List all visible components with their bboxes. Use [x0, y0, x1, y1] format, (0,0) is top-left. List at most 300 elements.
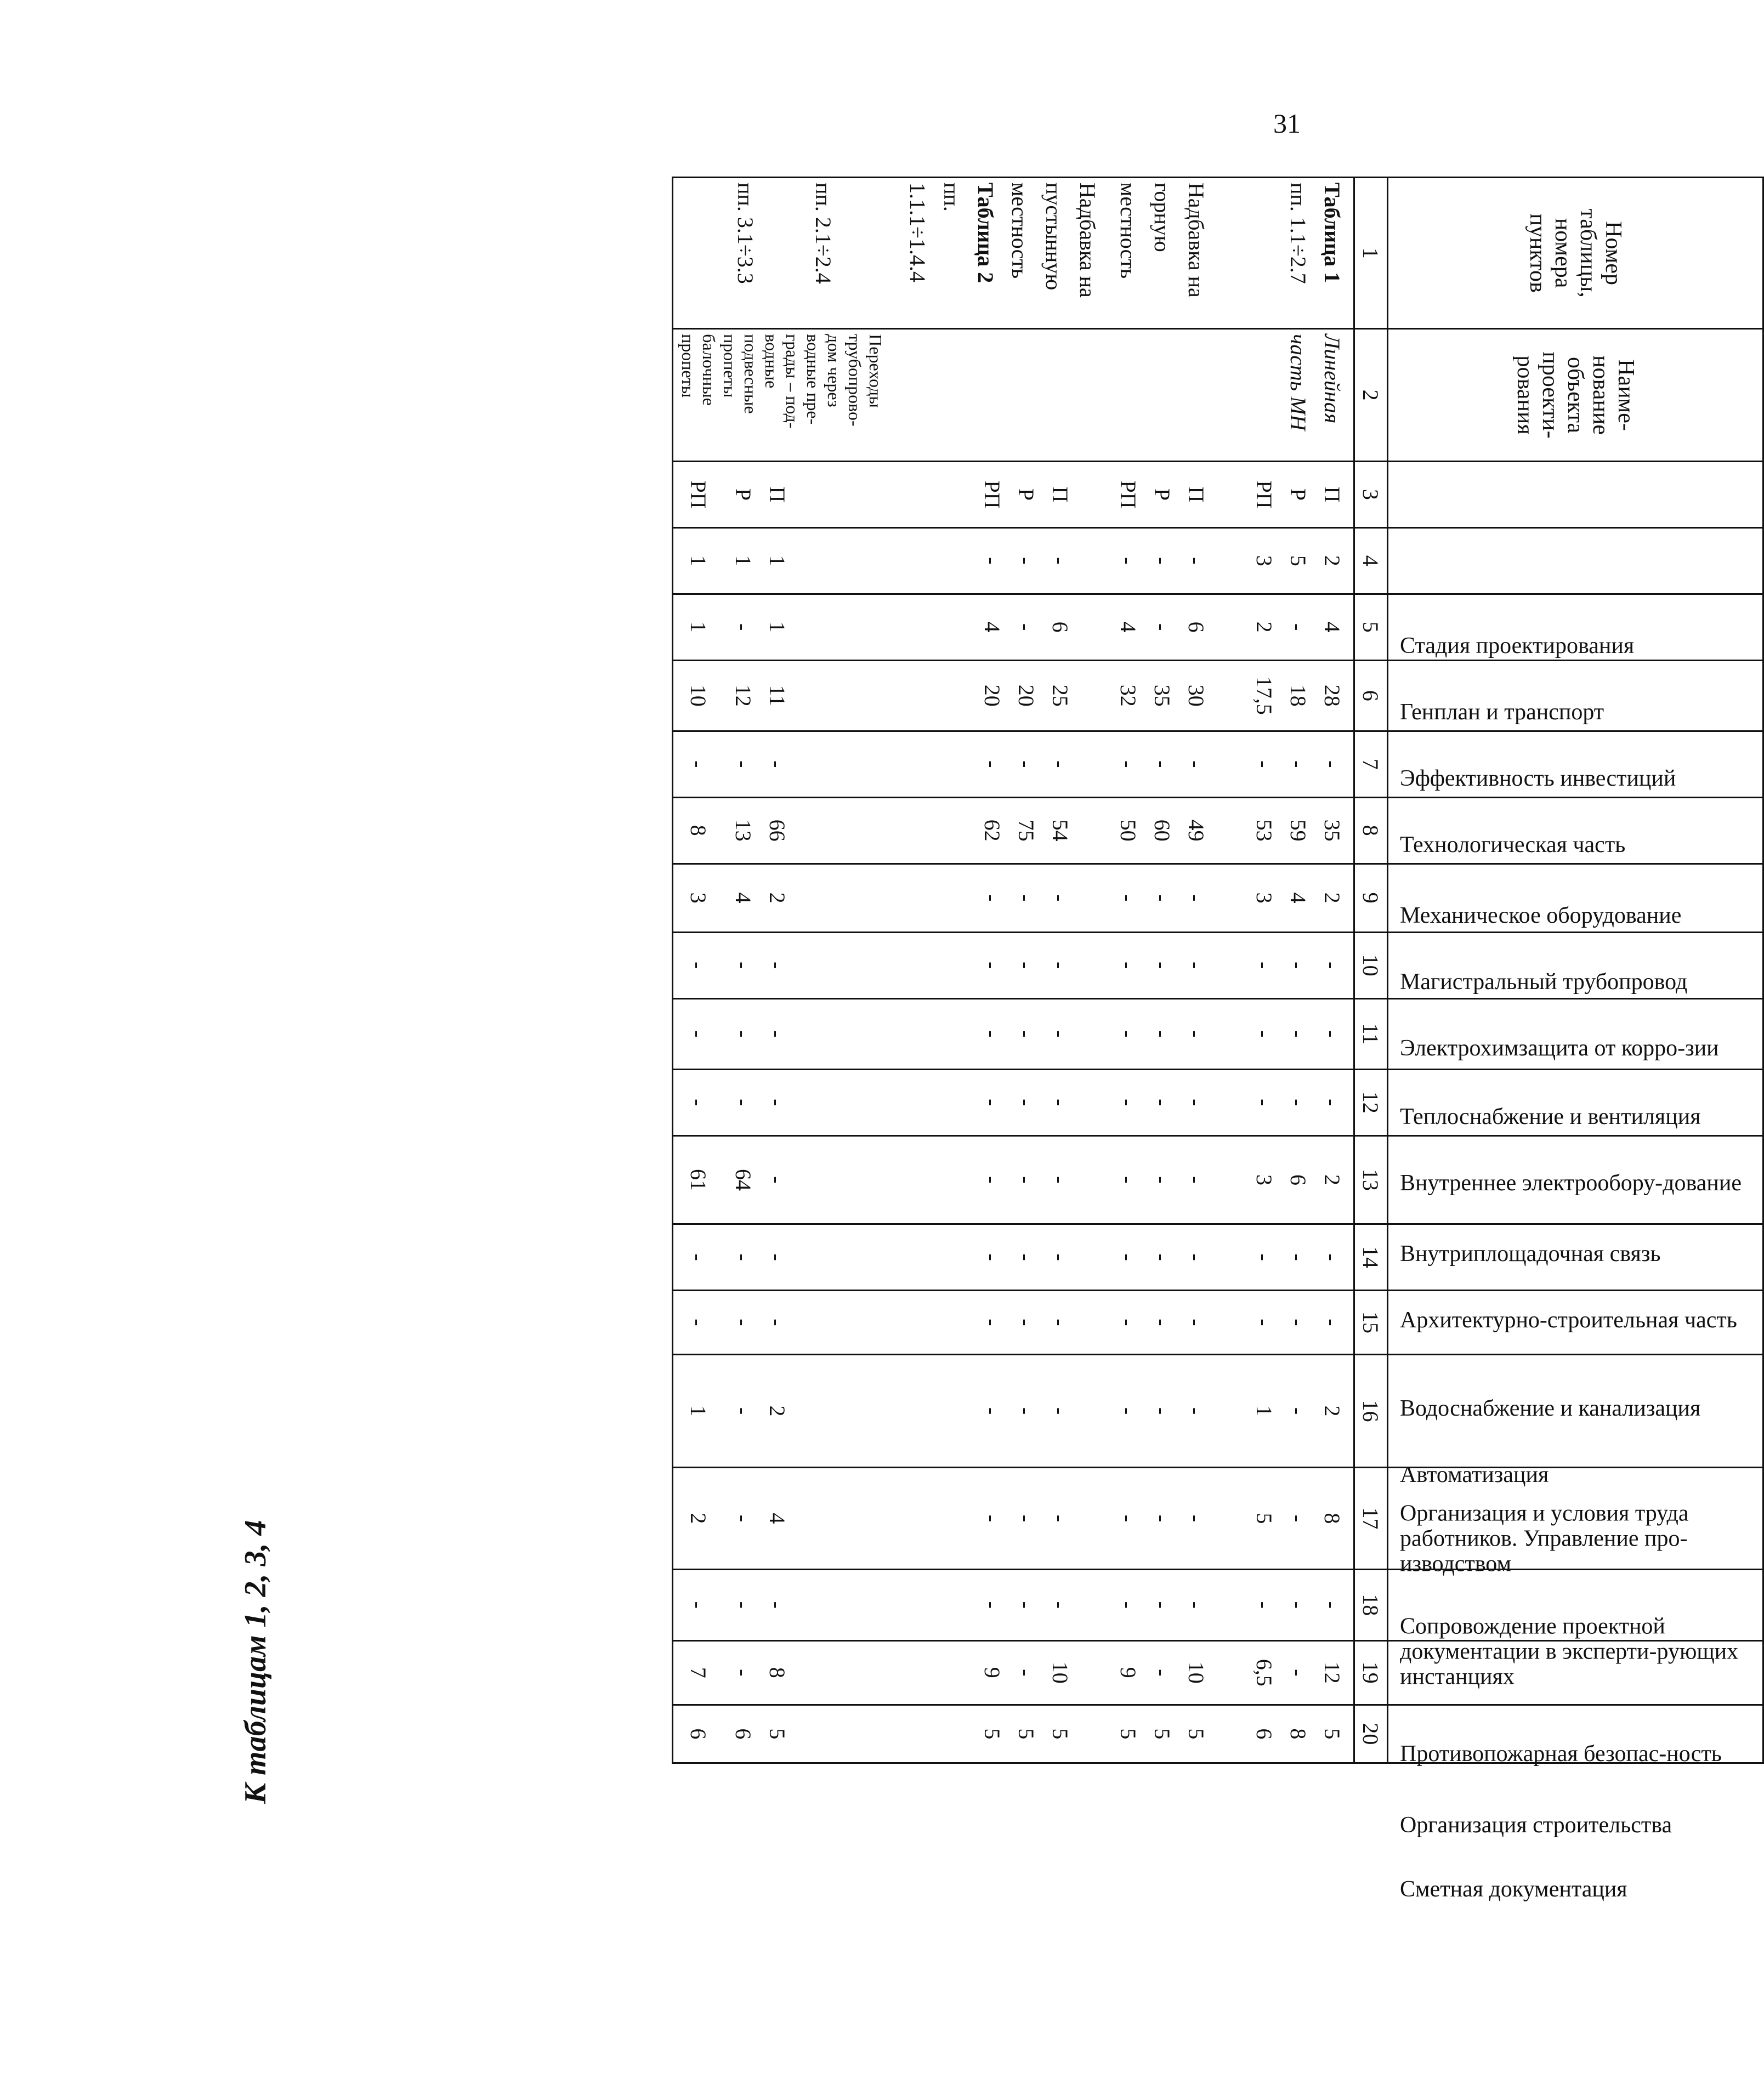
table2-label: Таблица 2 [973, 183, 998, 283]
table-cell: 75 [1014, 819, 1039, 842]
table-cell: 2 [1320, 555, 1345, 566]
table-cell: - [1184, 1253, 1209, 1261]
column-header-label-7: Механическое оборудование [1400, 902, 1682, 928]
table-cell: - [1014, 1030, 1039, 1038]
table-cell: 1 [686, 555, 711, 566]
table-cell: 35 [1320, 819, 1345, 842]
col9-values [673, 864, 1354, 932]
column-header-label-15: Автоматизация [1400, 1462, 1549, 1487]
col12-values [673, 1069, 1354, 1135]
column-number-12: 12 [1354, 1069, 1388, 1135]
table-cell: 5 [1014, 1728, 1039, 1740]
table-cell: 62 [980, 819, 1005, 842]
table-cell: - [1150, 1601, 1175, 1609]
table-cell: 1 [765, 555, 790, 566]
table-cell: - [1150, 1099, 1175, 1106]
table-cell: 7 [686, 1667, 711, 1678]
table-cell: - [1048, 1407, 1073, 1415]
col10-values [673, 932, 1354, 998]
table-cell: 20 [1014, 684, 1039, 707]
col15-values [673, 1291, 1354, 1355]
table-cell: 1 [1252, 1405, 1277, 1417]
table-cell: - [1150, 760, 1175, 768]
column-header-label-20: Сметная документация [1400, 1876, 1627, 1902]
col20-values [673, 1705, 1354, 1763]
table-cell: - [1048, 1099, 1073, 1106]
table-cell: 1 [765, 621, 790, 633]
table-cell: - [1014, 1601, 1039, 1609]
table-cell: - [731, 1669, 756, 1677]
table-cell: 5 [1184, 1728, 1209, 1740]
column-header-label-16: Организация и условия труда работников. Управление про-изводством [1400, 1501, 1689, 1577]
table-cell: - [1014, 557, 1039, 565]
table-cell: - [1116, 1514, 1141, 1523]
table-cell: - [1150, 1514, 1175, 1523]
table-cell: 3 [1252, 892, 1277, 904]
table-cell: - [1286, 1099, 1311, 1106]
table-cell: 5 [1116, 1728, 1141, 1740]
column-header-label-8: Магистральный трубопровод [1400, 969, 1688, 995]
table-cell: - [1048, 1514, 1073, 1523]
column-header-label-19: Организация строительства [1400, 1812, 1672, 1838]
table-cell: - [1252, 1253, 1277, 1261]
table-cell: 10 [1048, 1661, 1073, 1684]
table-cell: 2 [1320, 892, 1345, 904]
col13-values [673, 1135, 1354, 1224]
table-cell: П [1184, 486, 1209, 503]
page-number: 31 [1273, 108, 1301, 139]
table-cell: - [1286, 1601, 1311, 1609]
pp21-label: пп. 2.1÷2.4 [811, 183, 836, 284]
table-cell: 32 [1116, 684, 1141, 707]
table-cell: - [1286, 623, 1311, 631]
column-number-2: 2 [1354, 329, 1388, 462]
table-cell: 6 [1286, 1174, 1311, 1185]
table-cell: - [731, 1601, 756, 1609]
table-cell: - [1014, 961, 1039, 969]
table-cell: 4 [731, 892, 756, 904]
desert-line-2: пустынную [1041, 183, 1066, 291]
table-caption: К таблицам 1, 2, 3, 4 [239, 1520, 273, 1804]
table-cell: 4 [765, 1513, 790, 1524]
crossings-line: балочные [699, 334, 719, 406]
column-number-9: 9 [1354, 864, 1388, 932]
table-cell: - [1014, 760, 1039, 768]
table-cell: 20 [980, 684, 1005, 707]
table-cell: - [1286, 1669, 1311, 1677]
table-cell: - [1014, 1669, 1039, 1677]
table-cell: 53 [1252, 819, 1277, 842]
table-cell: 54 [1048, 819, 1073, 842]
column-header-label-1: Номер таблицы, номера пунктов [1524, 208, 1626, 298]
column-number-1: 1 [1354, 178, 1388, 329]
table-cell: 2 [686, 1513, 711, 1524]
column-number-4: 4 [1354, 527, 1388, 594]
column-header-label-2: Наиме-нование объекта проекти-рования [1512, 351, 1639, 439]
col3-values [673, 461, 1354, 527]
column-number-8: 8 [1354, 797, 1388, 864]
col8-values [673, 797, 1354, 864]
table-cell: П [1320, 486, 1345, 503]
table-cell: - [1116, 1407, 1141, 1415]
table-cell: 6 [1184, 621, 1209, 633]
table-cell: - [980, 961, 1005, 969]
table-cell: - [980, 1176, 1005, 1184]
table-cell: 6 [1048, 621, 1073, 633]
table-cell: - [980, 1030, 1005, 1038]
table-cell: 2 [1252, 621, 1277, 633]
table-cell: 8 [686, 825, 711, 836]
crossings-line: водные пре- [803, 334, 823, 425]
table-cell: - [1048, 1601, 1073, 1609]
crossings-line: пропеты [720, 334, 740, 398]
table-cell: 3 [1252, 1174, 1277, 1185]
col4-values [673, 527, 1354, 594]
table-cell: - [731, 1099, 756, 1106]
column-number-19: 19 [1354, 1640, 1388, 1705]
table-cell: 2 [1320, 1405, 1345, 1417]
table-cell: - [1252, 1601, 1277, 1609]
table-cell: Р [1014, 488, 1039, 501]
column-header-label-11: Внутреннее электрообору-дование [1400, 1170, 1742, 1196]
table-cell: - [1286, 1030, 1311, 1038]
column-number-15: 15 [1354, 1291, 1388, 1355]
table-cell: - [765, 1601, 790, 1609]
table-cell: - [980, 1253, 1005, 1261]
table-cell: - [1184, 1407, 1209, 1415]
table-cell: 9 [980, 1667, 1005, 1678]
col7-values [673, 731, 1354, 797]
rotated-table-wrapper [678, 177, 1764, 1902]
table-cell: - [1150, 1407, 1175, 1415]
table-cell: - [1150, 1176, 1175, 1184]
table-cell: 4 [1320, 621, 1345, 633]
table-cell: - [1286, 1253, 1311, 1261]
table-cell: - [1014, 1176, 1039, 1184]
linear-part-line-2: часть МН [1286, 334, 1311, 431]
table-cell: - [1116, 1253, 1141, 1261]
table-cell: - [1048, 557, 1073, 565]
table-cell: - [1150, 557, 1175, 565]
table-cell: 10 [686, 684, 711, 707]
col11-values [673, 998, 1354, 1069]
table-cell: РП [980, 480, 1005, 509]
table-cell: - [1150, 1319, 1175, 1326]
col17-values [673, 1468, 1354, 1570]
table-cell: - [1014, 1407, 1039, 1415]
table-cell: - [1286, 1514, 1311, 1523]
table-cell: 6 [731, 1728, 756, 1740]
col16-values [673, 1354, 1354, 1467]
col14-values [673, 1224, 1354, 1291]
table-cell: - [686, 760, 711, 768]
column-number-13: 13 [1354, 1135, 1388, 1224]
column-number-7: 7 [1354, 731, 1388, 797]
table-cell: - [1014, 623, 1039, 631]
table-cell: - [1116, 1601, 1141, 1609]
table-cell: - [1150, 1030, 1175, 1038]
table-cell: 5 [765, 1728, 790, 1740]
table-cell: - [1116, 894, 1141, 902]
table-cell: - [1014, 894, 1039, 902]
table-cell: - [1184, 961, 1209, 969]
col6-values [673, 660, 1354, 731]
table-cell: - [1320, 760, 1345, 768]
column-header-label-9: Электрохимзащита от корро-зии [1400, 1035, 1719, 1061]
column-header-2 [1388, 329, 1763, 462]
table-cell: - [1184, 1176, 1209, 1184]
column-header-label-6: Технологическая часть [1400, 832, 1626, 857]
desert-line-1: Надбавка на [1075, 183, 1100, 298]
table-cell: - [731, 760, 756, 768]
table-cell: - [765, 1030, 790, 1038]
table-cell: - [1252, 1319, 1277, 1326]
table-cell: 49 [1184, 819, 1209, 842]
crossings-line: дом через [824, 334, 844, 407]
table-cell: - [1014, 1319, 1039, 1326]
table-cell: 12 [1320, 1661, 1345, 1684]
table-cell: - [1048, 1030, 1073, 1038]
table-cell: - [731, 1030, 756, 1038]
table-cell: 5 [980, 1728, 1005, 1740]
table-cell: - [1150, 1253, 1175, 1261]
table-cell: - [765, 1176, 790, 1184]
table-cell: - [980, 557, 1005, 565]
desert-line-3: местность [1007, 183, 1032, 279]
coefficients-table [672, 177, 1764, 1902]
column-number-row [1354, 178, 1388, 1763]
table-row [673, 178, 1354, 1763]
table-cell: - [686, 1099, 711, 1106]
column-header-3 [1388, 461, 1763, 658]
table-cell: - [1184, 1099, 1209, 1106]
crossings-text [678, 334, 886, 456]
table-cell: - [1150, 623, 1175, 631]
table-cell: - [1048, 1319, 1073, 1326]
table-cell: - [1014, 1253, 1039, 1261]
table-cell: - [1252, 760, 1277, 768]
table-cell: - [1184, 760, 1209, 768]
table-cell: 35 [1150, 684, 1175, 707]
table-cell: 28 [1320, 684, 1345, 707]
table-cell: - [1320, 1099, 1345, 1106]
table2-items-2: 1.1.1÷1.4.4 [905, 183, 930, 282]
table-cell: 60 [1150, 819, 1175, 842]
table-cell: - [1286, 1407, 1311, 1415]
column-number-17: 17 [1354, 1468, 1388, 1570]
table-cell: - [1014, 1514, 1039, 1523]
table-cell: - [1150, 1669, 1175, 1677]
table-cell: - [1286, 1319, 1311, 1326]
table-cell: - [686, 1319, 711, 1326]
table-cell: - [1048, 961, 1073, 969]
table-cell: 5 [1048, 1728, 1073, 1740]
table-cell: 6 [1252, 1728, 1277, 1740]
table1-items: пп. 1.1÷2.7 [1286, 183, 1311, 284]
column-number-14: 14 [1354, 1224, 1388, 1291]
crossings-line: трубопрово- [845, 334, 865, 427]
table-cell: 50 [1116, 819, 1141, 842]
column-header-17 [1388, 1468, 1763, 1690]
table-cell: - [980, 1099, 1005, 1106]
crossings-line: грады – под- [782, 334, 802, 429]
table-cell: 1 [686, 621, 711, 633]
table-cell: - [731, 961, 756, 969]
table-cell: 18 [1286, 684, 1311, 707]
table-cell: - [1184, 1030, 1209, 1038]
crossings-line: водные [762, 334, 781, 389]
table-cell: РП [686, 480, 711, 509]
table-cell: - [765, 1253, 790, 1261]
table-cell: 13 [731, 819, 756, 842]
table-cell: 5 [1252, 1513, 1277, 1524]
table-cell: - [686, 1030, 711, 1038]
table-cell: - [1116, 760, 1141, 768]
table-cell: Р [1286, 488, 1311, 501]
column-header-label-5: Эффективность инвестиций [1400, 765, 1676, 791]
table-cell: 6 [686, 1728, 711, 1740]
column-header-1 [1388, 178, 1763, 329]
table-cell: 12 [731, 684, 756, 707]
table-cell: - [1286, 961, 1311, 969]
table-cell: РП [1252, 480, 1277, 509]
crossings-line: подвесные [741, 334, 761, 414]
mountain-line-2: горную [1150, 183, 1175, 252]
table-cell: - [1184, 894, 1209, 902]
table-cell: - [1116, 1099, 1141, 1106]
table-cell: - [1048, 894, 1073, 902]
table-cell: - [731, 1407, 756, 1415]
column-number-3: 3 [1354, 461, 1388, 527]
table-cell: - [686, 1601, 711, 1609]
table-cell: 17,5 [1252, 676, 1277, 715]
table-cell: - [1014, 1099, 1039, 1106]
table-cell: 3 [1252, 555, 1277, 566]
col18-values [673, 1569, 1354, 1640]
table-cell: - [1320, 1319, 1345, 1326]
table-cell: 4 [1116, 621, 1141, 633]
crossings-line: Переходы [866, 334, 886, 408]
table-cell: - [686, 1253, 711, 1261]
column-number-5: 5 [1354, 594, 1388, 660]
table-cell: П [1048, 486, 1073, 503]
table-cell: - [1184, 557, 1209, 565]
table-cell: - [731, 1253, 756, 1261]
table-cell: - [1116, 557, 1141, 565]
table-cell: 8 [765, 1667, 790, 1678]
column-header-label-4: Генплан и транспорт [1400, 699, 1604, 725]
table-cell: - [1320, 1030, 1345, 1038]
table-cell: П [765, 486, 790, 503]
table-cell: - [1320, 1601, 1345, 1609]
mountain-line-3: местность [1116, 183, 1141, 279]
table-cell: РП [1116, 480, 1141, 509]
table-cell: - [980, 1514, 1005, 1523]
col1-cell [673, 178, 1354, 329]
table-cell: 4 [1286, 892, 1311, 904]
table-cell: 2 [765, 892, 790, 904]
column-number-10: 10 [1354, 932, 1388, 998]
table-cell: - [1048, 1253, 1073, 1261]
col2-cell [673, 329, 1354, 462]
linear-part-line-1: Линейная [1320, 334, 1345, 424]
table-cell: - [1320, 961, 1345, 969]
table-cell: 66 [765, 819, 790, 842]
table-cell: - [765, 1099, 790, 1106]
column-header-label-14: Водоснабжение и канализация [1400, 1396, 1701, 1422]
table-cell: 6,5 [1252, 1659, 1277, 1686]
column-number-16: 16 [1354, 1354, 1388, 1467]
col19-values [673, 1640, 1354, 1705]
table-cell: - [765, 1319, 790, 1326]
column-header-label-13: Архитектурно-строительная часть [1400, 1307, 1737, 1333]
col5-values [673, 594, 1354, 660]
table-cell: 2 [1320, 1174, 1345, 1185]
table-cell: - [731, 623, 756, 631]
table-cell: 5 [1320, 1728, 1345, 1740]
table-cell: - [980, 894, 1005, 902]
table-cell: 30 [1184, 684, 1209, 707]
table-cell: - [1252, 1099, 1277, 1106]
table-cell: - [980, 760, 1005, 768]
table-cell: - [1116, 1319, 1141, 1326]
table-cell: - [1048, 1176, 1073, 1184]
table-cell: 9 [1116, 1667, 1141, 1678]
table-cell: - [1150, 894, 1175, 902]
table-cell: - [1048, 760, 1073, 768]
table-cell: 11 [765, 685, 790, 706]
table-cell: Р [1150, 488, 1175, 501]
table-cell: 3 [686, 892, 711, 904]
mountain-line-1: Надбавка на [1184, 183, 1209, 298]
table-cell: - [1150, 961, 1175, 969]
table-cell: 5 [1150, 1728, 1175, 1740]
crossings-line: пропеты [678, 334, 698, 398]
table-cell: - [731, 1319, 756, 1326]
table-cell: 8 [1286, 1728, 1311, 1740]
table-cell: - [1116, 1030, 1141, 1038]
header-row [1388, 178, 1763, 1763]
table-cell: - [731, 1514, 756, 1523]
table-cell: 2 [765, 1405, 790, 1417]
table-cell: 59 [1286, 819, 1311, 842]
column-number-6: 6 [1354, 660, 1388, 731]
table-cell: Р [731, 488, 756, 501]
table-cell: 8 [1320, 1513, 1345, 1524]
table-cell: 61 [686, 1168, 711, 1191]
table-cell: 5 [1286, 555, 1311, 566]
table-cell: - [980, 1601, 1005, 1609]
table-cell: 10 [1184, 1661, 1209, 1684]
table-cell: 4 [980, 621, 1005, 633]
column-header-label-17: Сопровождение проектной документации в эксперти-рующих инстанциях [1400, 1614, 1739, 1690]
column-header-label-12: Внутриплощадочная связь [1400, 1241, 1661, 1266]
table1-label: Таблица 1 [1320, 183, 1345, 283]
column-number-20: 20 [1354, 1705, 1388, 1763]
pp31-label: пп. 3.1÷3.3 [733, 183, 758, 284]
table-cell: 25 [1048, 684, 1073, 707]
table-cell: - [1320, 1253, 1345, 1261]
table-cell: - [1184, 1319, 1209, 1326]
column-number-18: 18 [1354, 1569, 1388, 1640]
column-header-label-10: Теплоснабжение и вентиляция [1400, 1104, 1701, 1129]
table-cell: 1 [731, 555, 756, 566]
table-cell: 1 [686, 1405, 711, 1417]
table-cell: - [1116, 961, 1141, 969]
column-header-label-3: Стадия проектирования [1400, 633, 1635, 658]
table-cell: - [1252, 1030, 1277, 1038]
table-cell: - [980, 1319, 1005, 1326]
